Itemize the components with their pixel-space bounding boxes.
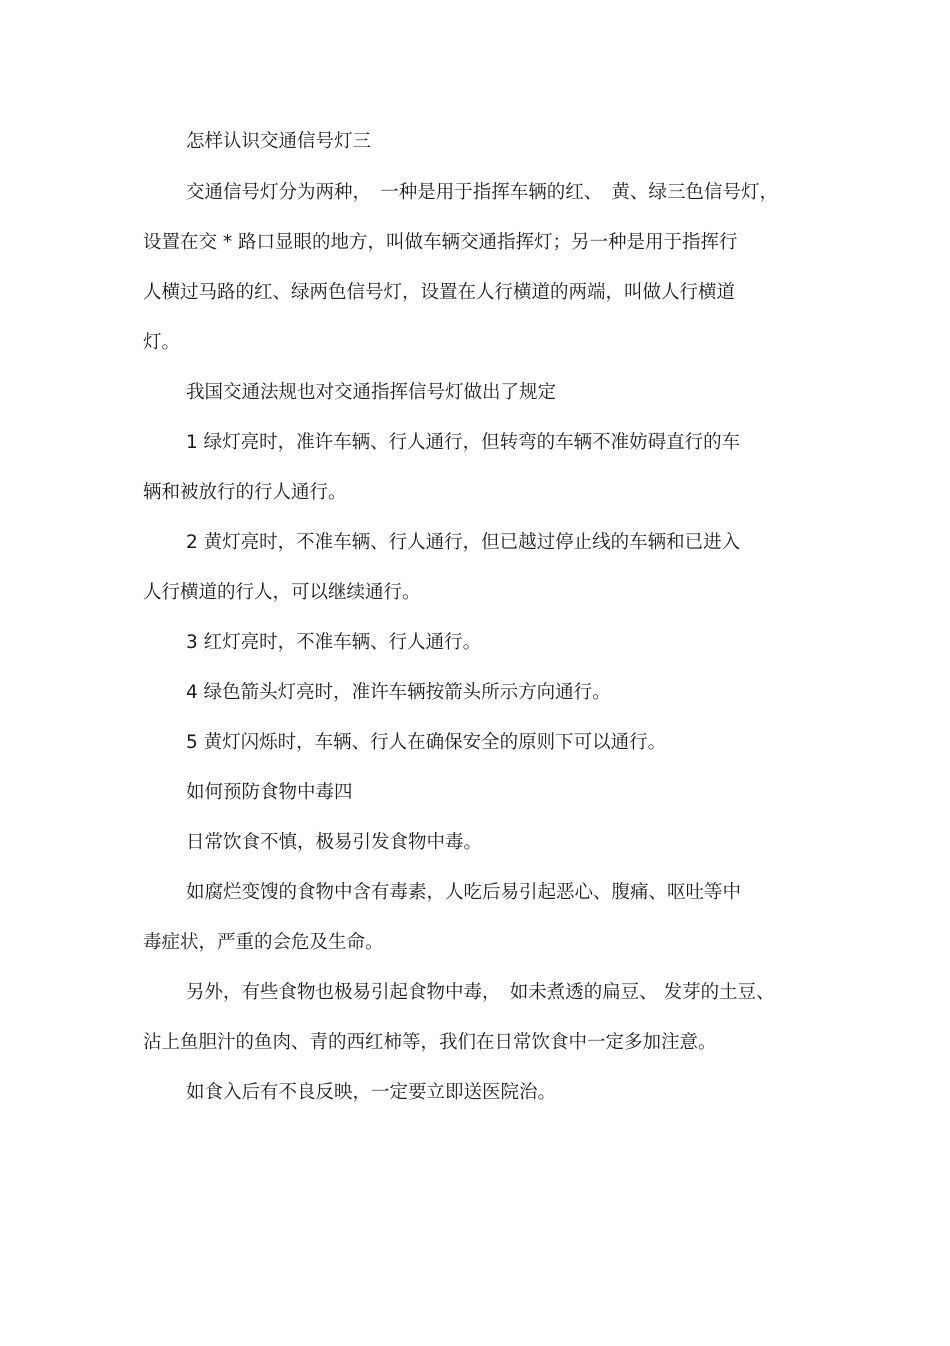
paragraph-line: 交通信号灯分为两种， 一种是用于指挥车辆的红、 黄、绿三色信号灯，: [186, 182, 779, 203]
paragraph-line: 我国交通法规也对交通指挥信号灯做出了规定: [186, 382, 557, 403]
section-title-traffic-lights: 怎样认识交通信号灯三: [186, 131, 372, 152]
paragraph-line: 设置在交 * 路口显眼的地方，叫做车辆交通指挥灯；另一种是用于指挥行: [143, 232, 738, 253]
paragraph-line: 毒症状，严重的会危及生命。: [143, 932, 384, 953]
rule-item-4: 4 绿色箭头灯亮时，准许车辆按箭头所示方向通行。: [186, 682, 611, 703]
rule-item-3: 3 红灯亮时，不准车辆、行人通行。: [186, 632, 482, 653]
rule-item-2-cont: 人行横道的行人，可以继续通行。: [143, 582, 421, 603]
paragraph-line: 如腐烂变馊的食物中含有毒素，人吃后易引起恶心、腹痛、呕吐等中: [186, 882, 742, 903]
paragraph-line: 人横过马路的红、绿两色信号灯，设置在人行横道的两端，叫做人行横道: [143, 282, 736, 303]
paragraph-line: 如食入后有不良反映，一定要立即送医院治。: [186, 1082, 557, 1103]
rule-item-1-cont: 辆和被放行的行人通行。: [143, 482, 347, 503]
rule-item-5: 5 黄灯闪烁时，车辆、行人在确保安全的原则下可以通行。: [186, 732, 667, 753]
paragraph-line: 日常饮食不慎，极易引发食物中毒。: [186, 832, 483, 853]
paragraph-line: 另外，有些食物也极易引起食物中毒， 如未煮透的扁豆、 发芽的土豆、: [186, 982, 775, 1003]
section-title-food-poisoning: 如何预防食物中毒四: [186, 782, 353, 803]
rule-item-1: 1 绿灯亮时，准许车辆、行人通行，但转弯的车辆不准妨碍直行的车: [186, 432, 741, 453]
paragraph-line: 灯。: [143, 332, 181, 353]
paragraph-line: 沾上鱼胆汁的鱼肉、青的西红柿等，我们在日常饮食中一定多加注意。: [143, 1032, 717, 1053]
rule-item-2: 2 黄灯亮时，不准车辆、行人通行，但已越过停止线的车辆和已进入: [186, 532, 741, 553]
